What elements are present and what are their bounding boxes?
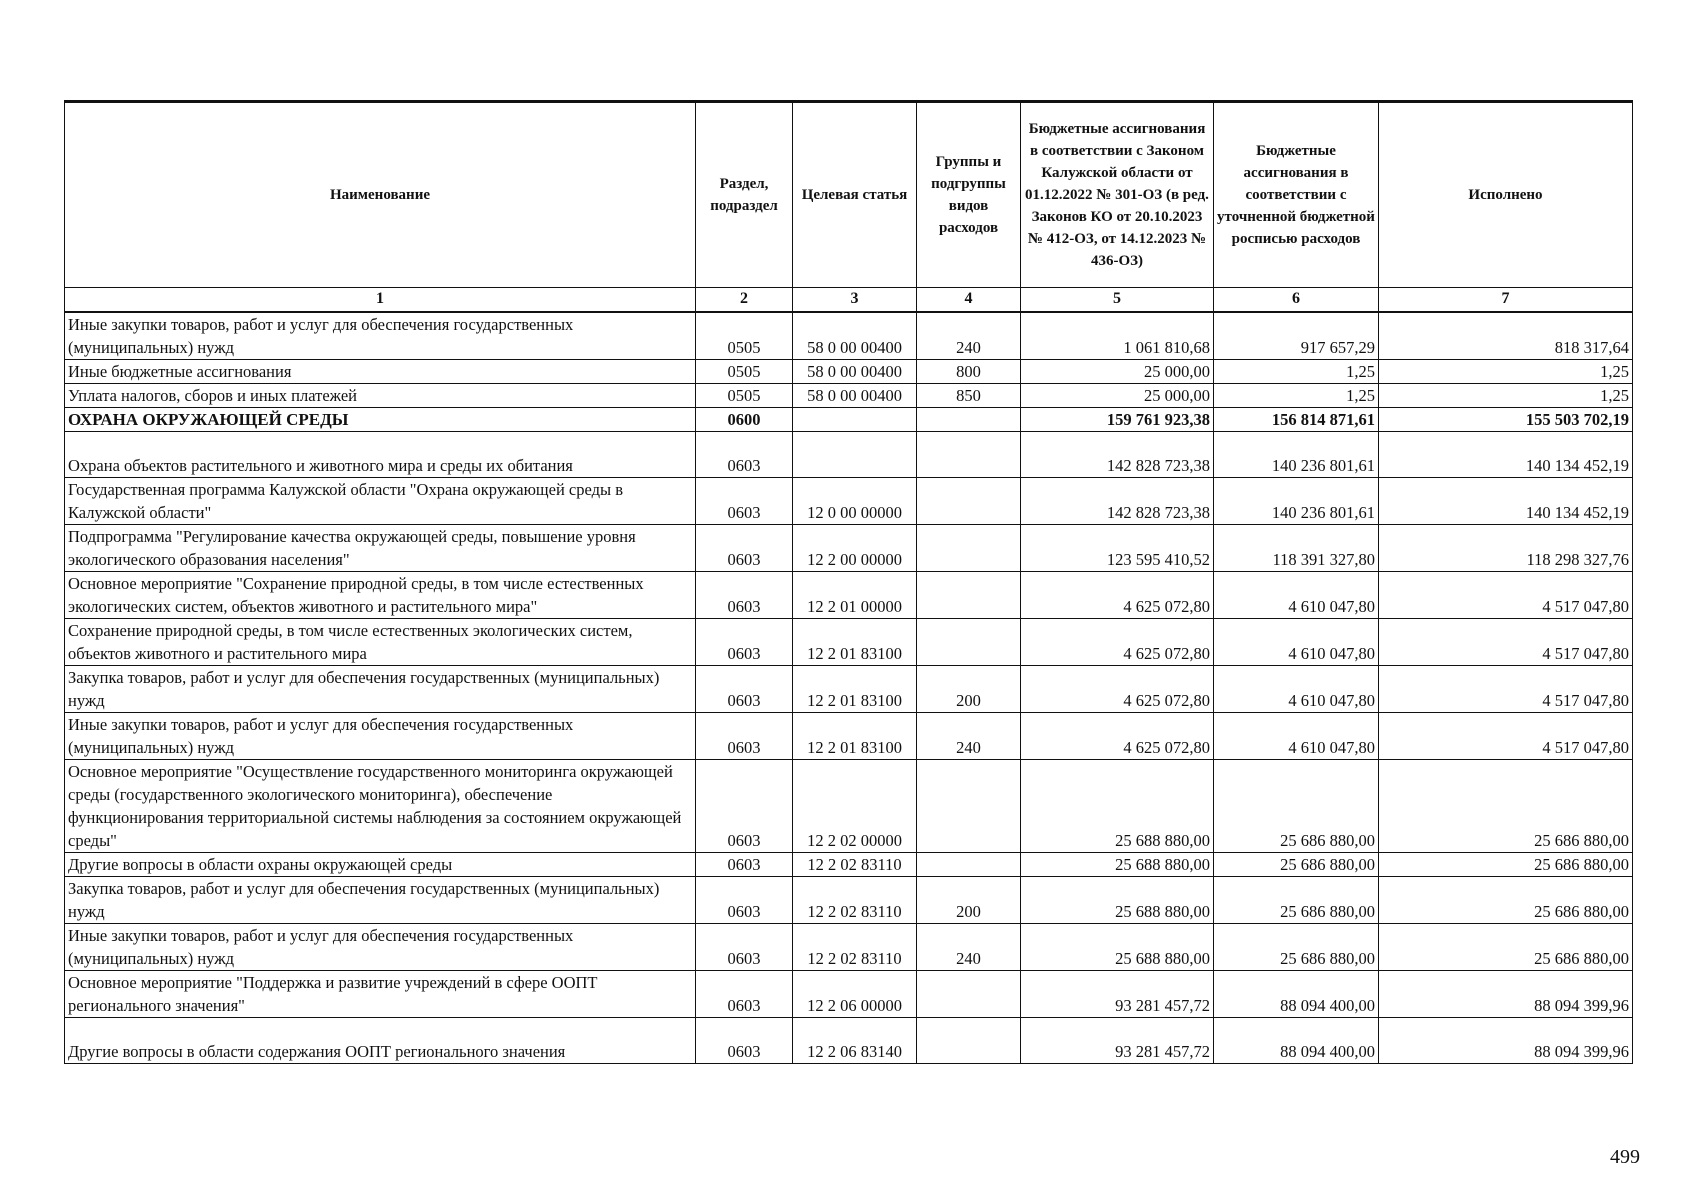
row-budget-law: 4 625 072,80	[1021, 665, 1214, 712]
row-executed: 25 686 880,00	[1379, 852, 1633, 876]
table-row	[65, 665, 1633, 712]
row-executed: 4 517 047,80	[1379, 618, 1633, 665]
header-section: Раздел, подраздел	[696, 102, 793, 288]
column-number-row	[65, 288, 1633, 312]
row-budget-law: 142 828 723,38	[1021, 431, 1214, 477]
row-name: Основное мероприятие "Осуществление государственного мониторинга окружающей среды (государственного экологического мониторинга), обеспечение функционирования территориальной системы наблюдения за состоянием окружающей среды"	[65, 759, 696, 852]
row-executed: 4 517 047,80	[1379, 712, 1633, 759]
row-expense-group	[917, 970, 1021, 1017]
row-budget-law: 25 000,00	[1021, 383, 1214, 407]
row-section: 0603	[696, 665, 793, 712]
row-section: 0603	[696, 876, 793, 923]
row-target-article: 12 2 02 83110	[793, 876, 917, 923]
row-section: 0603	[696, 712, 793, 759]
row-executed: 25 686 880,00	[1379, 923, 1633, 970]
row-budget-refined: 4 610 047,80	[1214, 712, 1379, 759]
row-budget-law: 142 828 723,38	[1021, 477, 1214, 524]
row-budget-law: 1 061 810,68	[1021, 312, 1214, 360]
row-name: ОХРАНА ОКРУЖАЮЩЕЙ СРЕДЫ	[65, 407, 696, 431]
column-number: 4	[917, 288, 1021, 312]
row-target-article: 12 2 01 83100	[793, 665, 917, 712]
row-name: Основное мероприятие "Поддержка и развитие учреждений в сфере ООПТ регионального значения"	[65, 970, 696, 1017]
column-number: 7	[1379, 288, 1633, 312]
row-expense-group	[917, 477, 1021, 524]
row-executed: 25 686 880,00	[1379, 876, 1633, 923]
row-target-article: 12 2 06 00000	[793, 970, 917, 1017]
row-target-article: 12 2 00 00000	[793, 524, 917, 571]
table-row	[65, 359, 1633, 383]
row-budget-law: 25 688 880,00	[1021, 852, 1214, 876]
table-row	[65, 970, 1633, 1017]
row-section: 0603	[696, 759, 793, 852]
row-expense-group	[917, 407, 1021, 431]
row-budget-refined: 140 236 801,61	[1214, 477, 1379, 524]
table-row	[65, 524, 1633, 571]
row-executed: 4 517 047,80	[1379, 571, 1633, 618]
row-name: Иные закупки товаров, работ и услуг для обеспечения государственных (муниципальных) нужд	[65, 923, 696, 970]
row-budget-refined: 118 391 327,80	[1214, 524, 1379, 571]
table-row	[65, 431, 1633, 477]
table-row	[65, 383, 1633, 407]
row-target-article: 12 2 02 00000	[793, 759, 917, 852]
row-expense-group: 200	[917, 876, 1021, 923]
row-budget-law: 4 625 072,80	[1021, 618, 1214, 665]
row-executed: 155 503 702,19	[1379, 407, 1633, 431]
row-expense-group: 200	[917, 665, 1021, 712]
table-row	[65, 571, 1633, 618]
row-name: Охрана объектов растительного и животного мира и среды их обитания	[65, 431, 696, 477]
table-row	[65, 618, 1633, 665]
row-executed: 818 317,64	[1379, 312, 1633, 360]
row-executed: 140 134 452,19	[1379, 431, 1633, 477]
table-row	[65, 923, 1633, 970]
row-target-article: 12 2 01 83100	[793, 712, 917, 759]
row-expense-group	[917, 759, 1021, 852]
row-name: Иные закупки товаров, работ и услуг для обеспечения государственных (муниципальных) нужд	[65, 312, 696, 360]
row-executed: 118 298 327,76	[1379, 524, 1633, 571]
row-expense-group: 850	[917, 383, 1021, 407]
row-name: Уплата налогов, сборов и иных платежей	[65, 383, 696, 407]
row-budget-law: 123 595 410,52	[1021, 524, 1214, 571]
row-executed: 1,25	[1379, 359, 1633, 383]
row-budget-law: 93 281 457,72	[1021, 970, 1214, 1017]
header-budget-law: Бюджетные ассигнования в соответствии с Законом Калужской области от 01.12.2022 № 301-ОЗ (в ред. Законов КО от 20.10.2023 № 412-ОЗ, от 14.12.2023 № 436-ОЗ)	[1021, 102, 1214, 288]
row-budget-refined: 1,25	[1214, 359, 1379, 383]
row-expense-group: 800	[917, 359, 1021, 383]
row-budget-refined: 88 094 400,00	[1214, 970, 1379, 1017]
row-budget-law: 25 688 880,00	[1021, 759, 1214, 852]
row-name: Государственная программа Калужской области "Охрана окружающей среды в Калужской области"	[65, 477, 696, 524]
header-target-article: Целевая статья	[793, 102, 917, 288]
row-budget-law: 4 625 072,80	[1021, 571, 1214, 618]
row-executed: 4 517 047,80	[1379, 665, 1633, 712]
row-target-article: 12 2 06 83140	[793, 1017, 917, 1063]
column-number: 5	[1021, 288, 1214, 312]
row-budget-refined: 4 610 047,80	[1214, 618, 1379, 665]
column-number: 2	[696, 288, 793, 312]
row-section: 0603	[696, 524, 793, 571]
budget-table	[64, 100, 1633, 1064]
row-expense-group	[917, 524, 1021, 571]
row-executed: 1,25	[1379, 383, 1633, 407]
row-expense-group	[917, 618, 1021, 665]
row-budget-refined: 156 814 871,61	[1214, 407, 1379, 431]
header-expense-group: Группы и подгруппы видов расходов	[917, 102, 1021, 288]
table-row	[65, 759, 1633, 852]
row-target-article: 12 2 01 83100	[793, 618, 917, 665]
row-section: 0505	[696, 383, 793, 407]
table-row	[65, 876, 1633, 923]
row-budget-refined: 25 686 880,00	[1214, 923, 1379, 970]
row-section: 0505	[696, 359, 793, 383]
column-number: 1	[65, 288, 696, 312]
row-expense-group: 240	[917, 712, 1021, 759]
row-section: 0603	[696, 970, 793, 1017]
row-name: Подпрограмма "Регулирование качества окружающей среды, повышение уровня экологического образования населения"	[65, 524, 696, 571]
row-target-article: 58 0 00 00400	[793, 383, 917, 407]
header-executed: Исполнено	[1379, 102, 1633, 288]
row-budget-refined: 25 686 880,00	[1214, 852, 1379, 876]
table-row	[65, 407, 1633, 431]
row-section: 0505	[696, 312, 793, 360]
table-row	[65, 1017, 1633, 1063]
row-budget-refined: 140 236 801,61	[1214, 431, 1379, 477]
row-target-article: 12 2 02 83110	[793, 852, 917, 876]
header-name: Наименование	[65, 102, 696, 288]
row-section: 0603	[696, 431, 793, 477]
row-expense-group	[917, 852, 1021, 876]
row-target-article: 12 2 02 83110	[793, 923, 917, 970]
row-section: 0600	[696, 407, 793, 431]
row-target-article: 58 0 00 00400	[793, 359, 917, 383]
row-name: Иные закупки товаров, работ и услуг для обеспечения государственных (муниципальных) нужд	[65, 712, 696, 759]
row-expense-group: 240	[917, 923, 1021, 970]
column-number: 3	[793, 288, 917, 312]
page-number: 499	[1610, 1146, 1640, 1168]
row-expense-group	[917, 1017, 1021, 1063]
row-budget-law: 159 761 923,38	[1021, 407, 1214, 431]
column-number: 6	[1214, 288, 1379, 312]
row-executed: 140 134 452,19	[1379, 477, 1633, 524]
row-name: Другие вопросы в области охраны окружающей среды	[65, 852, 696, 876]
row-budget-refined: 25 686 880,00	[1214, 759, 1379, 852]
row-budget-refined: 4 610 047,80	[1214, 571, 1379, 618]
row-section: 0603	[696, 852, 793, 876]
row-section: 0603	[696, 1017, 793, 1063]
row-section: 0603	[696, 571, 793, 618]
row-target-article	[793, 431, 917, 477]
row-budget-refined: 1,25	[1214, 383, 1379, 407]
row-budget-law: 25 688 880,00	[1021, 876, 1214, 923]
row-target-article: 58 0 00 00400	[793, 312, 917, 360]
row-target-article	[793, 407, 917, 431]
row-budget-refined: 4 610 047,80	[1214, 665, 1379, 712]
row-budget-refined: 25 686 880,00	[1214, 876, 1379, 923]
row-target-article: 12 2 01 00000	[793, 571, 917, 618]
row-expense-group: 240	[917, 312, 1021, 360]
row-budget-law: 93 281 457,72	[1021, 1017, 1214, 1063]
table-row	[65, 712, 1633, 759]
row-section: 0603	[696, 923, 793, 970]
row-executed: 88 094 399,96	[1379, 970, 1633, 1017]
row-section: 0603	[696, 618, 793, 665]
row-name: Закупка товаров, работ и услуг для обеспечения государственных (муниципальных) нужд	[65, 665, 696, 712]
row-expense-group	[917, 431, 1021, 477]
row-name: Иные бюджетные ассигнования	[65, 359, 696, 383]
row-target-article: 12 0 00 00000	[793, 477, 917, 524]
header-row	[65, 102, 1633, 288]
row-name: Сохранение природной среды, в том числе естественных экологических систем, объектов животного и растительного мира	[65, 618, 696, 665]
table-body	[65, 312, 1633, 1064]
row-budget-law: 25 688 880,00	[1021, 923, 1214, 970]
table-row	[65, 477, 1633, 524]
row-name: Закупка товаров, работ и услуг для обеспечения государственных (муниципальных) нужд	[65, 876, 696, 923]
row-section: 0603	[696, 477, 793, 524]
header-budget-refined: Бюджетные ассигнования в соответствии с уточненной бюджетной росписью расходов	[1214, 102, 1379, 288]
row-expense-group	[917, 571, 1021, 618]
table-row	[65, 312, 1633, 360]
row-budget-law: 25 000,00	[1021, 359, 1214, 383]
row-name: Другие вопросы в области содержания ООПТ регионального значения	[65, 1017, 696, 1063]
row-budget-refined: 88 094 400,00	[1214, 1017, 1379, 1063]
row-budget-law: 4 625 072,80	[1021, 712, 1214, 759]
table-row	[65, 852, 1633, 876]
row-budget-refined: 917 657,29	[1214, 312, 1379, 360]
row-executed: 88 094 399,96	[1379, 1017, 1633, 1063]
row-executed: 25 686 880,00	[1379, 759, 1633, 852]
row-name: Основное мероприятие "Сохранение природной среды, в том числе естественных экологических систем, объектов животного и растительного мира"	[65, 571, 696, 618]
